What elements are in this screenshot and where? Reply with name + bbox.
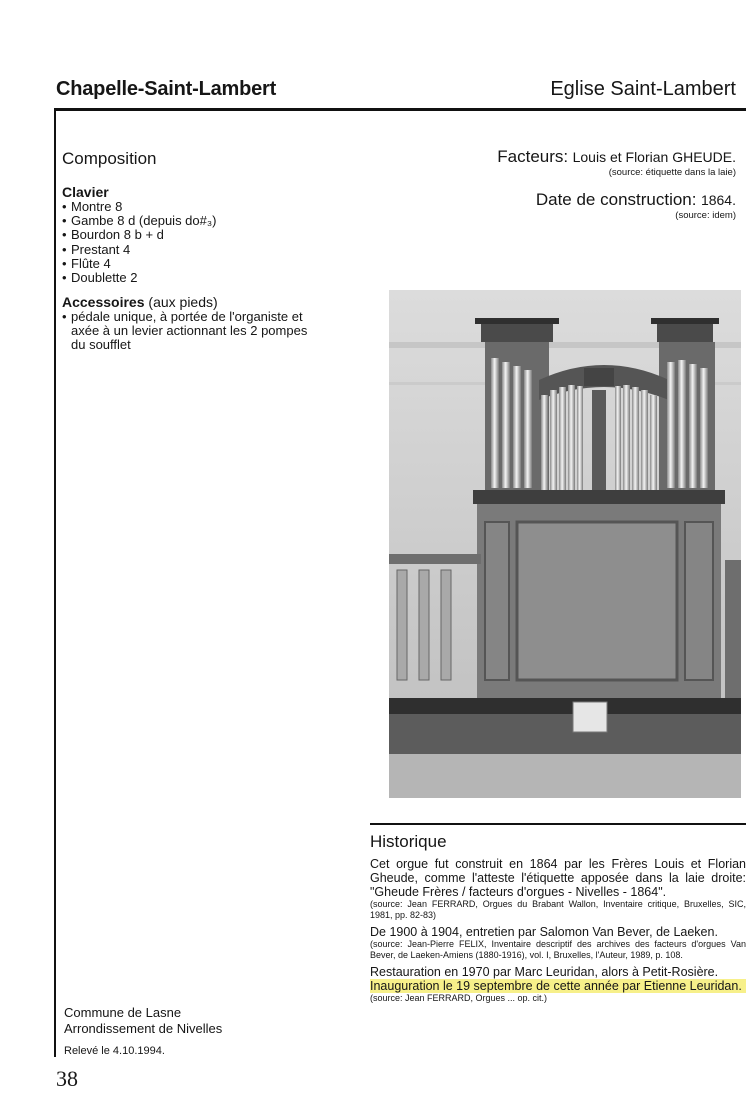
clavier-stop-item: • Montre 8 [62,200,342,214]
clavier-stop-item: • Prestant 4 [62,243,342,257]
historique-heading: Historique [370,832,447,851]
composition-heading: Composition [62,149,157,168]
accessoires-title: Accessoires [62,294,145,310]
accessoires-list [62,310,312,353]
historique-paragraph-1: Cet orgue fut construit en 1864 par les Frères Louis et Florian Gheude, comme l'atteste l'étiquette apposée dans la laie droite: "Gheude Frères / facteurs d'orgues - Nivelles - 1864". [370,857,746,899]
historique-source-2: (source: Jean-Pierre FELIX, Inventaire descriptif des archives des facteurs d'orgues Van Bever, de Laeken-Amiens (1880-1916), vol. I, Bruxelles, l'Auteur, 1989, p. 108. [370,939,746,960]
historique-paragraph-2: De 1900 à 1904, entretien par Salomon Van Bever, de Laeken. [370,925,718,939]
construction-value: 1864. [700,192,736,208]
accessoires-note: (aux pieds) [148,294,218,310]
historique-body [370,857,746,1004]
left-margin-rule [54,111,56,1057]
footer-location [64,1005,222,1037]
builders-label: Facteurs: [497,147,569,166]
clavier-stop-item: • Bourdon 8 b + d [62,228,342,242]
builders-block [497,147,736,178]
commune-line: Commune de Lasne [64,1005,182,1020]
clavier-list [62,200,342,285]
construction-label: Date de construction: [535,190,697,209]
accessoires-section [62,294,312,353]
builders-source: (source: étiquette dans la laie) [608,167,736,178]
header-rule [54,108,746,111]
page-number: 38 [56,1066,78,1091]
historique-highlight: Inauguration le 19 septembre de cette année par Etienne Leuridan. [370,979,746,993]
accessoire-item: • pédale unique, à portée de l'organiste et axée à un levier actionnant les 2 pompes du soufflet [62,310,312,353]
construction-block [536,190,736,221]
historique-source-3: (source: Jean FERRARD, Orgues ... op. cit.) [370,993,548,1003]
construction-source: (source: idem) [675,210,736,221]
organ-photo [389,290,741,798]
arrondissement-line: Arrondissement de Nivelles [64,1021,223,1036]
clavier-stop-item: • Flûte 4 [62,257,342,271]
releve-date: Relevé le 4.10.1994. [64,1045,165,1057]
historique-source-1: (source: Jean FERRARD, Orgues du Brabant Wallon, Inventaire critique, Bruxelles, SIC, 1981, pp. 82-83) [370,899,746,920]
clavier-stop-item: • Doublette 2 [62,271,342,285]
historique-paragraph-3: Restauration en 1970 par Marc Leuridan, alors à Petit-Rosière. [370,965,719,979]
page-title-church: Eglise Saint-Lambert [550,78,736,100]
clavier-title: Clavier [62,184,109,200]
page-title-place: Chapelle-Saint-Lambert [56,78,277,100]
historique-rule [370,823,746,825]
clavier-section [62,184,342,285]
builders-value: Louis et Florian GHEUDE. [572,149,736,165]
clavier-stop-item: • Gambe 8 d (depuis do#₃) [62,214,342,228]
